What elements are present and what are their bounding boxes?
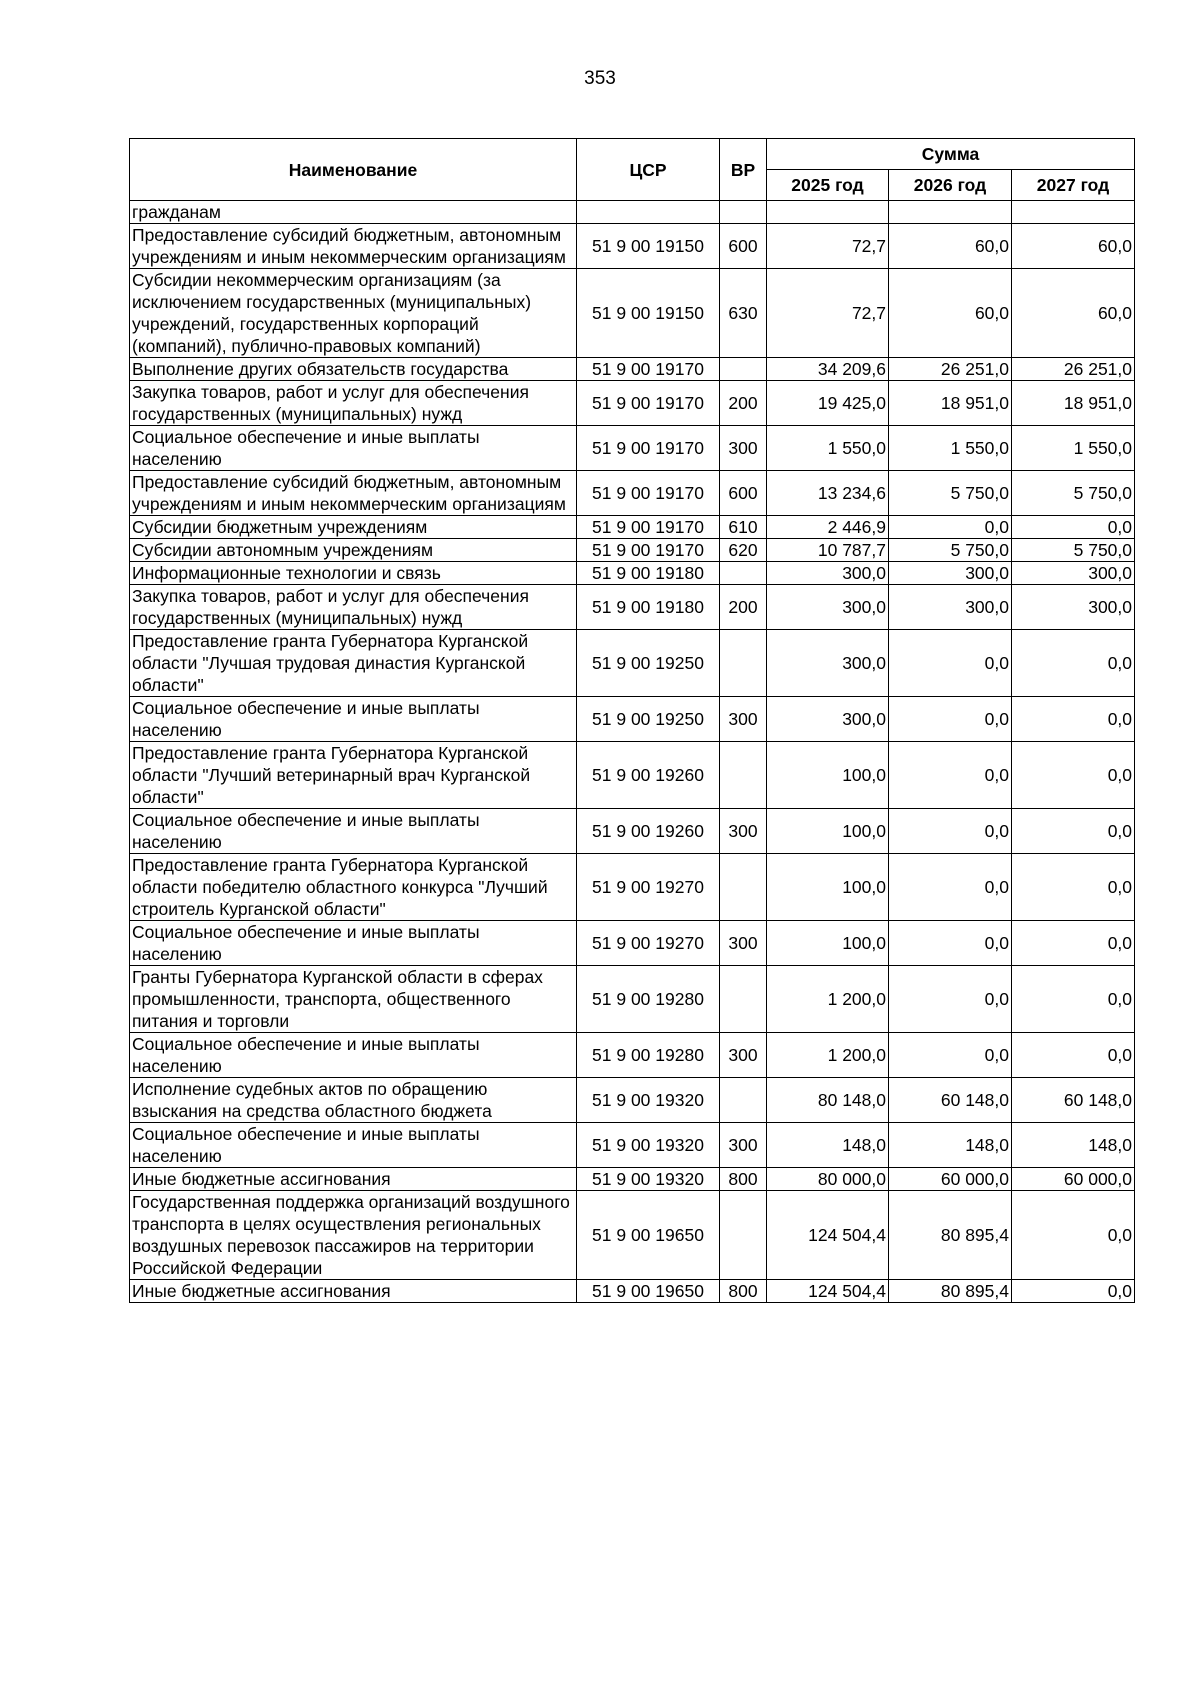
row-2027: 60,0 — [1012, 269, 1135, 358]
row-csr — [577, 201, 720, 224]
row-2027: 60 000,0 — [1012, 1168, 1135, 1191]
row-2026: 60 148,0 — [889, 1078, 1012, 1123]
row-2027: 0,0 — [1012, 1191, 1135, 1280]
row-2027: 18 951,0 — [1012, 381, 1135, 426]
header-2025: 2025 год — [767, 170, 889, 201]
row-csr: 51 9 00 19320 — [577, 1168, 720, 1191]
table-row — [130, 1033, 1135, 1078]
row-csr: 51 9 00 19170 — [577, 539, 720, 562]
row-2025: 100,0 — [767, 854, 889, 921]
row-csr: 51 9 00 19320 — [577, 1078, 720, 1123]
row-name: гражданам — [130, 201, 577, 224]
row-2026: 26 251,0 — [889, 358, 1012, 381]
row-2027: 0,0 — [1012, 630, 1135, 697]
row-csr: 51 9 00 19650 — [577, 1191, 720, 1280]
row-vr: 300 — [720, 1123, 767, 1168]
row-2025: 1 200,0 — [767, 1033, 889, 1078]
row-2027: 0,0 — [1012, 809, 1135, 854]
row-vr — [720, 562, 767, 585]
row-2026: 300,0 — [889, 585, 1012, 630]
row-2025: 19 425,0 — [767, 381, 889, 426]
row-2025: 100,0 — [767, 921, 889, 966]
budget-table — [129, 138, 1135, 1303]
row-2025: 300,0 — [767, 630, 889, 697]
table-row — [130, 201, 1135, 224]
row-name: Закупка товаров, работ и услуг для обеспечения государственных (муниципальных) нужд — [130, 585, 577, 630]
table-row — [130, 854, 1135, 921]
row-2026: 60,0 — [889, 224, 1012, 269]
row-csr: 51 9 00 19150 — [577, 224, 720, 269]
table-row — [130, 742, 1135, 809]
row-name: Предоставление гранта Губернатора Курганской области "Лучший ветеринарный врач Курганской области" — [130, 742, 577, 809]
row-vr — [720, 1191, 767, 1280]
row-2025: 1 200,0 — [767, 966, 889, 1033]
table-row — [130, 697, 1135, 742]
row-vr: 600 — [720, 224, 767, 269]
row-vr: 800 — [720, 1280, 767, 1303]
row-name: Социальное обеспечение и иные выплаты населению — [130, 921, 577, 966]
row-csr: 51 9 00 19280 — [577, 966, 720, 1033]
row-name: Иные бюджетные ассигнования — [130, 1280, 577, 1303]
row-2025: 10 787,7 — [767, 539, 889, 562]
row-2025: 300,0 — [767, 697, 889, 742]
table-row — [130, 269, 1135, 358]
row-vr: 610 — [720, 516, 767, 539]
row-csr: 51 9 00 19180 — [577, 585, 720, 630]
row-csr: 51 9 00 19270 — [577, 921, 720, 966]
row-vr — [720, 630, 767, 697]
row-name: Исполнение судебных актов по обращению взыскания на средства областного бюджета — [130, 1078, 577, 1123]
row-2026: 0,0 — [889, 966, 1012, 1033]
row-2025: 72,7 — [767, 269, 889, 358]
row-2026: 5 750,0 — [889, 471, 1012, 516]
row-name: Государственная поддержка организаций воздушного транспорта в целях осуществления региональных воздушных перевозок пассажиров на территории Российской Федерации — [130, 1191, 577, 1280]
row-2025: 80 000,0 — [767, 1168, 889, 1191]
row-2025: 300,0 — [767, 585, 889, 630]
row-vr: 200 — [720, 381, 767, 426]
row-csr: 51 9 00 19170 — [577, 516, 720, 539]
row-csr: 51 9 00 19170 — [577, 358, 720, 381]
row-2027: 300,0 — [1012, 585, 1135, 630]
row-vr — [720, 966, 767, 1033]
row-2025: 100,0 — [767, 742, 889, 809]
row-csr: 51 9 00 19170 — [577, 471, 720, 516]
row-vr: 200 — [720, 585, 767, 630]
table-row — [130, 224, 1135, 269]
header-name: Наименование — [130, 139, 577, 201]
row-2027: 0,0 — [1012, 516, 1135, 539]
row-csr: 51 9 00 19320 — [577, 1123, 720, 1168]
row-vr — [720, 1078, 767, 1123]
row-csr: 51 9 00 19170 — [577, 426, 720, 471]
table-row — [130, 1191, 1135, 1280]
row-2026: 0,0 — [889, 854, 1012, 921]
row-2026: 80 895,4 — [889, 1191, 1012, 1280]
row-csr: 51 9 00 19250 — [577, 697, 720, 742]
row-vr: 300 — [720, 426, 767, 471]
row-2027: 26 251,0 — [1012, 358, 1135, 381]
table-row — [130, 966, 1135, 1033]
row-2027: 0,0 — [1012, 1280, 1135, 1303]
row-csr: 51 9 00 19170 — [577, 381, 720, 426]
row-2025: 34 209,6 — [767, 358, 889, 381]
row-name: Субсидии бюджетным учреждениям — [130, 516, 577, 539]
row-vr: 300 — [720, 921, 767, 966]
row-2027: 60 148,0 — [1012, 1078, 1135, 1123]
row-name: Предоставление гранта Губернатора Курганской области "Лучшая трудовая династия Курганской области" — [130, 630, 577, 697]
header-csr: ЦСР — [577, 139, 720, 201]
row-2027: 300,0 — [1012, 562, 1135, 585]
row-2026: 0,0 — [889, 516, 1012, 539]
table-row — [130, 1168, 1135, 1191]
row-2026 — [889, 201, 1012, 224]
row-vr — [720, 854, 767, 921]
row-vr: 630 — [720, 269, 767, 358]
row-2025: 100,0 — [767, 809, 889, 854]
row-vr — [720, 358, 767, 381]
row-2027 — [1012, 201, 1135, 224]
row-2026: 0,0 — [889, 742, 1012, 809]
row-csr: 51 9 00 19180 — [577, 562, 720, 585]
row-2027: 0,0 — [1012, 742, 1135, 809]
row-csr: 51 9 00 19280 — [577, 1033, 720, 1078]
row-csr: 51 9 00 19150 — [577, 269, 720, 358]
row-2027: 5 750,0 — [1012, 471, 1135, 516]
row-vr: 300 — [720, 809, 767, 854]
table-row — [130, 1280, 1135, 1303]
row-2025: 1 550,0 — [767, 426, 889, 471]
row-2026: 148,0 — [889, 1123, 1012, 1168]
row-vr: 620 — [720, 539, 767, 562]
row-2027: 5 750,0 — [1012, 539, 1135, 562]
row-name: Предоставление субсидий бюджетным, автономным учреждениям и иным некоммерческим организациям — [130, 224, 577, 269]
row-2025 — [767, 201, 889, 224]
row-2026: 18 951,0 — [889, 381, 1012, 426]
row-2027: 0,0 — [1012, 854, 1135, 921]
row-vr: 300 — [720, 697, 767, 742]
row-2027: 1 550,0 — [1012, 426, 1135, 471]
table-row — [130, 381, 1135, 426]
row-name: Социальное обеспечение и иные выплаты населению — [130, 1033, 577, 1078]
header-sum: Сумма — [767, 139, 1135, 170]
row-2025: 148,0 — [767, 1123, 889, 1168]
row-name: Иные бюджетные ассигнования — [130, 1168, 577, 1191]
row-name: Информационные технологии и связь — [130, 562, 577, 585]
row-2027: 0,0 — [1012, 697, 1135, 742]
row-2026: 60 000,0 — [889, 1168, 1012, 1191]
row-2026: 1 550,0 — [889, 426, 1012, 471]
row-2026: 0,0 — [889, 921, 1012, 966]
row-name: Социальное обеспечение и иные выплаты населению — [130, 426, 577, 471]
row-2027: 0,0 — [1012, 966, 1135, 1033]
table-row — [130, 426, 1135, 471]
row-csr: 51 9 00 19260 — [577, 809, 720, 854]
row-vr — [720, 742, 767, 809]
row-name: Закупка товаров, работ и услуг для обеспечения государственных (муниципальных) нужд — [130, 381, 577, 426]
row-name: Гранты Губернатора Курганской области в сферах промышленности, транспорта, общественного питания и торговли — [130, 966, 577, 1033]
row-2026: 300,0 — [889, 562, 1012, 585]
row-2027: 0,0 — [1012, 1033, 1135, 1078]
row-2025: 124 504,4 — [767, 1191, 889, 1280]
row-name: Субсидии некоммерческим организациям (за исключением государственных (муниципальных) учреждений, государственных корпораций (компаний), публично-правовых компаний) — [130, 269, 577, 358]
row-csr: 51 9 00 19250 — [577, 630, 720, 697]
row-name: Социальное обеспечение и иные выплаты населению — [130, 809, 577, 854]
row-2026: 5 750,0 — [889, 539, 1012, 562]
row-2025: 72,7 — [767, 224, 889, 269]
row-vr: 800 — [720, 1168, 767, 1191]
row-2026: 0,0 — [889, 630, 1012, 697]
table-row — [130, 539, 1135, 562]
row-csr: 51 9 00 19270 — [577, 854, 720, 921]
table-row — [130, 516, 1135, 539]
row-vr: 300 — [720, 1033, 767, 1078]
row-vr: 600 — [720, 471, 767, 516]
header-vr: ВР — [720, 139, 767, 201]
row-2025: 13 234,6 — [767, 471, 889, 516]
row-2025: 80 148,0 — [767, 1078, 889, 1123]
page-number: 353 — [584, 68, 616, 89]
row-name: Предоставление гранта Губернатора Курганской области победителю областного конкурса "Лучший строитель Курганской области" — [130, 854, 577, 921]
row-2026: 0,0 — [889, 1033, 1012, 1078]
header-2027: 2027 год — [1012, 170, 1135, 201]
row-2025: 2 446,9 — [767, 516, 889, 539]
row-vr — [720, 201, 767, 224]
table-row — [130, 358, 1135, 381]
header-2026: 2026 год — [889, 170, 1012, 201]
table-row — [130, 630, 1135, 697]
row-2026: 0,0 — [889, 697, 1012, 742]
table-row — [130, 585, 1135, 630]
row-name: Социальное обеспечение и иные выплаты населению — [130, 697, 577, 742]
row-2027: 148,0 — [1012, 1123, 1135, 1168]
row-2025: 300,0 — [767, 562, 889, 585]
table-row — [130, 562, 1135, 585]
table-row — [130, 471, 1135, 516]
row-name: Выполнение других обязательств государства — [130, 358, 577, 381]
row-csr: 51 9 00 19650 — [577, 1280, 720, 1303]
table-body — [130, 201, 1135, 1303]
table-row — [130, 921, 1135, 966]
row-2026: 60,0 — [889, 269, 1012, 358]
table-row — [130, 809, 1135, 854]
table-row — [130, 1078, 1135, 1123]
row-name: Социальное обеспечение и иные выплаты населению — [130, 1123, 577, 1168]
table-row — [130, 1123, 1135, 1168]
row-2026: 80 895,4 — [889, 1280, 1012, 1303]
row-2026: 0,0 — [889, 809, 1012, 854]
row-2027: 60,0 — [1012, 224, 1135, 269]
row-name: Субсидии автономным учреждениям — [130, 539, 577, 562]
row-csr: 51 9 00 19260 — [577, 742, 720, 809]
row-2027: 0,0 — [1012, 921, 1135, 966]
row-name: Предоставление субсидий бюджетным, автономным учреждениям и иным некоммерческим организациям — [130, 471, 577, 516]
row-2025: 124 504,4 — [767, 1280, 889, 1303]
